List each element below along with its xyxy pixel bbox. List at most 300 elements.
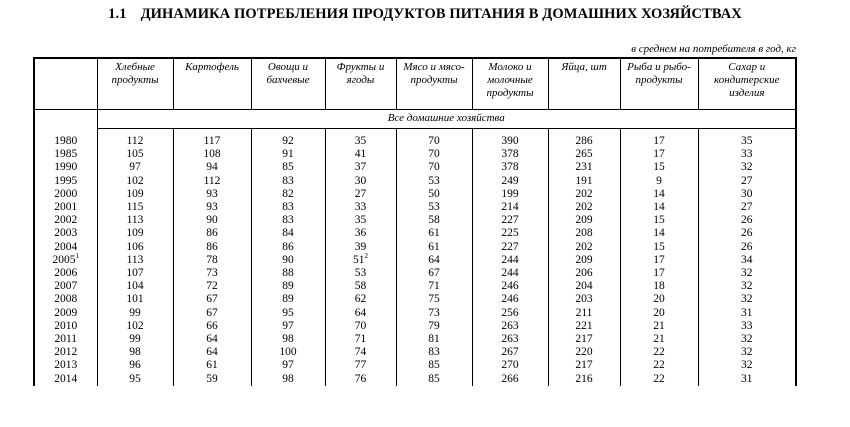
year-cell bbox=[34, 359, 97, 372]
value-cell bbox=[620, 307, 698, 320]
value-cell bbox=[173, 175, 251, 188]
value-cell bbox=[97, 267, 173, 280]
value-cell bbox=[620, 280, 698, 293]
cell-value: 214 bbox=[501, 201, 519, 214]
value-cell bbox=[325, 373, 396, 386]
cell-value: 390 bbox=[501, 135, 519, 147]
cell-value: 221 bbox=[575, 319, 593, 332]
table-row bbox=[34, 148, 796, 161]
cell-value: 83 bbox=[428, 346, 440, 359]
cell-value: 227 bbox=[501, 214, 519, 227]
cell-value: 32 bbox=[741, 161, 753, 174]
year-value: 2000 bbox=[54, 187, 78, 200]
cell-value: 208 bbox=[575, 227, 593, 240]
value-cell bbox=[173, 135, 251, 148]
value-cell bbox=[97, 293, 173, 306]
cell-value: 33 bbox=[354, 201, 367, 214]
value-cell bbox=[472, 201, 548, 214]
cell-value: 34 bbox=[741, 253, 753, 266]
year-cell bbox=[34, 161, 97, 174]
value-cell bbox=[251, 201, 325, 214]
cell-value: 100 bbox=[279, 346, 297, 359]
value-cell bbox=[97, 359, 173, 372]
cell-value: 67 bbox=[206, 293, 218, 306]
cell-value: 244 bbox=[501, 267, 519, 280]
value-cell bbox=[251, 293, 325, 306]
year-cell bbox=[34, 201, 97, 214]
cell-value: 265 bbox=[575, 148, 593, 161]
cell-value: 35 bbox=[741, 135, 753, 147]
table-row bbox=[34, 188, 796, 201]
col-header-fruits: Фрукты и ягоды bbox=[325, 58, 396, 110]
cell-value: 22 bbox=[653, 359, 665, 372]
value-cell bbox=[472, 148, 548, 161]
cell-value: 30 bbox=[354, 174, 367, 187]
table-row bbox=[34, 175, 796, 188]
value-cell bbox=[548, 214, 620, 227]
value-cell bbox=[251, 373, 325, 386]
value-cell bbox=[251, 227, 325, 240]
value-cell bbox=[97, 307, 173, 320]
value-cell bbox=[548, 359, 620, 372]
value-cell bbox=[472, 241, 548, 254]
value-cell bbox=[698, 320, 796, 333]
cell-value: 17 bbox=[653, 267, 665, 280]
table-title-text: ДИНАМИКА ПОТРЕБЛЕНИЯ ПРОДУКТОВ ПИТАНИЯ В ДОМАШНИХ ХОЗЯЙСТВАХ bbox=[140, 6, 742, 22]
cell-value: 37 bbox=[354, 161, 367, 174]
value-cell bbox=[472, 135, 548, 148]
cell-value: 91 bbox=[282, 148, 294, 161]
cell-value: 79 bbox=[428, 319, 440, 332]
value-cell bbox=[173, 227, 251, 240]
col-header-vegetables: Овощи и бахчевые bbox=[251, 58, 325, 110]
value-cell bbox=[396, 135, 472, 148]
year-cell bbox=[34, 280, 97, 293]
cell-value: 89 bbox=[282, 293, 294, 306]
col-header-sugar: Сахар и кондитерские изделия bbox=[698, 58, 796, 110]
value-cell bbox=[97, 373, 173, 386]
cell-value: 53 bbox=[428, 201, 440, 214]
value-cell bbox=[620, 175, 698, 188]
value-cell bbox=[620, 254, 698, 267]
cell-value: 209 bbox=[575, 253, 593, 266]
value-cell bbox=[698, 280, 796, 293]
cell-value: 85 bbox=[428, 372, 440, 385]
cell-value: 86 bbox=[206, 227, 218, 240]
table-row bbox=[34, 201, 796, 214]
cell-value: 217 bbox=[575, 359, 593, 372]
cell-value: 33 bbox=[741, 148, 753, 161]
cell-value: 378 bbox=[501, 148, 519, 161]
col-header-milk: Молоко и молочные продукты bbox=[472, 58, 548, 110]
cell-value: 217 bbox=[575, 333, 593, 346]
value-cell bbox=[548, 188, 620, 201]
value-cell bbox=[548, 346, 620, 359]
value-cell bbox=[472, 267, 548, 280]
cell-value: 32 bbox=[741, 359, 753, 372]
cell-value: 83 bbox=[282, 214, 294, 227]
value-cell bbox=[251, 241, 325, 254]
value-cell bbox=[620, 359, 698, 372]
value-cell bbox=[173, 373, 251, 386]
year-value: 1985 bbox=[54, 148, 78, 161]
value-cell bbox=[620, 346, 698, 359]
value-cell bbox=[472, 373, 548, 386]
cell-value: 109 bbox=[126, 227, 144, 240]
cell-value: 244 bbox=[501, 253, 519, 266]
value-cell bbox=[173, 320, 251, 333]
cell-value: 33 bbox=[741, 319, 753, 332]
cell-value: 67 bbox=[206, 306, 218, 319]
value-cell bbox=[173, 293, 251, 306]
cell-value: 113 bbox=[126, 214, 144, 227]
value-cell bbox=[396, 227, 472, 240]
value-cell bbox=[698, 227, 796, 240]
cell-value: 95 bbox=[129, 372, 141, 385]
year-value: 2004 bbox=[54, 240, 78, 253]
value-cell bbox=[548, 293, 620, 306]
cell-value: 270 bbox=[501, 359, 519, 372]
cell-value: 109 bbox=[126, 187, 144, 200]
table-row bbox=[34, 359, 796, 372]
cell-value: 191 bbox=[575, 174, 593, 187]
value-cell bbox=[698, 359, 796, 372]
cell-value: 64 bbox=[206, 333, 218, 346]
cell-value: 85 bbox=[428, 359, 440, 372]
cell-value: 67 bbox=[428, 267, 440, 280]
table-row bbox=[34, 373, 796, 386]
section-label: Все домашние хозяйства bbox=[97, 110, 796, 129]
value-cell bbox=[472, 359, 548, 372]
value-cell bbox=[325, 307, 396, 320]
value-cell bbox=[396, 188, 472, 201]
cell-value: 246 bbox=[501, 293, 519, 306]
value-cell bbox=[251, 280, 325, 293]
cell-value: 31 bbox=[741, 306, 753, 319]
cell-value: 26 bbox=[741, 214, 753, 227]
value-cell bbox=[173, 267, 251, 280]
cell-value: 93 bbox=[206, 201, 218, 214]
value-cell bbox=[396, 214, 472, 227]
cell-value: 58 bbox=[428, 214, 440, 227]
value-cell bbox=[173, 148, 251, 161]
value-cell bbox=[325, 241, 396, 254]
cell-value: 64 bbox=[428, 253, 440, 266]
value-cell bbox=[472, 161, 548, 174]
value-cell bbox=[325, 267, 396, 280]
footnote-marker: 2 bbox=[364, 252, 368, 260]
value-cell bbox=[620, 135, 698, 148]
cell-value: 102 bbox=[126, 174, 144, 187]
value-cell bbox=[97, 135, 173, 148]
cell-value: 88 bbox=[282, 267, 294, 280]
cell-value: 53 bbox=[354, 267, 367, 280]
table-row bbox=[34, 346, 796, 359]
year-value: 2006 bbox=[54, 267, 78, 280]
document-title bbox=[0, 6, 850, 23]
value-cell bbox=[396, 346, 472, 359]
year-cell bbox=[34, 227, 97, 240]
cell-value: 77 bbox=[354, 359, 367, 372]
year-value: 2014 bbox=[54, 372, 78, 385]
value-cell bbox=[251, 267, 325, 280]
cell-value: 89 bbox=[282, 280, 294, 293]
value-cell bbox=[97, 254, 173, 267]
value-cell bbox=[173, 280, 251, 293]
value-cell bbox=[325, 188, 396, 201]
value-cell bbox=[548, 201, 620, 214]
cell-value: 66 bbox=[206, 319, 218, 332]
value-cell bbox=[548, 333, 620, 346]
year-value: 2003 bbox=[54, 227, 78, 240]
cell-value: 202 bbox=[575, 187, 593, 200]
cell-value: 112 bbox=[203, 174, 221, 187]
value-cell bbox=[97, 320, 173, 333]
cell-value: 35 bbox=[354, 135, 367, 147]
year-value: 2013 bbox=[54, 359, 78, 372]
value-cell bbox=[173, 307, 251, 320]
value-cell bbox=[325, 280, 396, 293]
table-row bbox=[34, 135, 796, 148]
table-row bbox=[34, 227, 796, 240]
cell-value: 30 bbox=[741, 187, 753, 200]
value-cell bbox=[396, 333, 472, 346]
value-cell bbox=[97, 227, 173, 240]
table-row bbox=[34, 333, 796, 346]
value-cell bbox=[620, 267, 698, 280]
cell-value: 231 bbox=[575, 161, 593, 174]
cell-value: 286 bbox=[575, 135, 593, 147]
value-cell bbox=[620, 201, 698, 214]
cell-value: 58 bbox=[354, 280, 367, 293]
value-cell bbox=[548, 254, 620, 267]
year-value: 2010 bbox=[54, 319, 78, 332]
cell-value: 72 bbox=[206, 280, 218, 293]
value-cell bbox=[698, 148, 796, 161]
value-cell bbox=[396, 254, 472, 267]
cell-value: 202 bbox=[575, 201, 593, 214]
col-header-potatoes: Картофель bbox=[173, 58, 251, 110]
cell-value: 62 bbox=[354, 293, 367, 306]
value-cell bbox=[620, 227, 698, 240]
cell-value: 27 bbox=[741, 174, 753, 187]
value-cell bbox=[97, 201, 173, 214]
cell-value: 96 bbox=[129, 359, 141, 372]
value-cell bbox=[548, 241, 620, 254]
cell-value: 98 bbox=[129, 346, 141, 359]
value-cell bbox=[396, 175, 472, 188]
value-cell bbox=[173, 359, 251, 372]
value-cell bbox=[396, 161, 472, 174]
cell-value: 93 bbox=[206, 187, 218, 200]
value-cell bbox=[472, 307, 548, 320]
value-cell bbox=[251, 359, 325, 372]
cell-value: 117 bbox=[203, 135, 221, 147]
section-row bbox=[34, 110, 796, 129]
value-cell bbox=[472, 346, 548, 359]
value-cell bbox=[698, 254, 796, 267]
value-cell bbox=[698, 161, 796, 174]
cell-value: 97 bbox=[129, 161, 141, 174]
cell-value: 256 bbox=[501, 306, 519, 319]
cell-value: 14 bbox=[653, 201, 665, 214]
year-cell bbox=[34, 135, 97, 148]
value-cell bbox=[548, 148, 620, 161]
year-value: 2008 bbox=[54, 293, 78, 306]
value-cell bbox=[251, 214, 325, 227]
cell-value: 249 bbox=[501, 174, 519, 187]
cell-value: 101 bbox=[126, 293, 144, 306]
cell-value: 104 bbox=[126, 280, 144, 293]
year-value: 2007 bbox=[54, 280, 78, 293]
value-cell bbox=[325, 135, 396, 148]
value-cell bbox=[698, 267, 796, 280]
cell-value: 22 bbox=[653, 346, 665, 359]
cell-value: 9 bbox=[656, 174, 662, 187]
cell-value: 18 bbox=[653, 280, 665, 293]
value-cell bbox=[173, 201, 251, 214]
cell-value: 99 bbox=[129, 333, 141, 346]
cell-value: 73 bbox=[206, 267, 218, 280]
value-cell bbox=[548, 307, 620, 320]
value-cell bbox=[251, 148, 325, 161]
cell-value: 32 bbox=[741, 293, 753, 306]
cell-value: 94 bbox=[206, 161, 218, 174]
value-cell bbox=[325, 359, 396, 372]
value-cell bbox=[620, 293, 698, 306]
year-cell bbox=[34, 214, 97, 227]
cell-value: 50 bbox=[428, 187, 440, 200]
value-cell bbox=[251, 188, 325, 201]
cell-value: 35 bbox=[354, 214, 367, 227]
value-cell bbox=[97, 148, 173, 161]
table-row bbox=[34, 267, 796, 280]
cell-value: 15 bbox=[653, 161, 665, 174]
value-cell bbox=[396, 359, 472, 372]
cell-value: 76 bbox=[354, 372, 367, 385]
value-cell bbox=[97, 280, 173, 293]
value-cell bbox=[548, 320, 620, 333]
value-cell bbox=[173, 333, 251, 346]
cell-value: 17 bbox=[653, 148, 665, 161]
cell-value: 90 bbox=[206, 214, 218, 227]
cell-value: 70 bbox=[354, 319, 367, 332]
value-cell bbox=[325, 148, 396, 161]
value-cell bbox=[620, 373, 698, 386]
value-cell bbox=[325, 254, 396, 267]
year-cell bbox=[34, 175, 97, 188]
value-cell bbox=[548, 373, 620, 386]
cell-value: 211 bbox=[575, 306, 593, 319]
year-value: 2011 bbox=[54, 333, 78, 346]
cell-value: 108 bbox=[203, 148, 221, 161]
value-cell bbox=[548, 175, 620, 188]
table-row bbox=[34, 161, 796, 174]
cell-value: 84 bbox=[282, 227, 294, 240]
year-value: 2002 bbox=[54, 214, 78, 227]
value-cell bbox=[620, 241, 698, 254]
value-cell bbox=[325, 227, 396, 240]
value-cell bbox=[698, 188, 796, 201]
cell-value: 99 bbox=[129, 306, 141, 319]
cell-value: 83 bbox=[282, 201, 294, 214]
year-value: 1990 bbox=[54, 161, 78, 174]
col-header-meat: Мясо и мясо-продукты bbox=[396, 58, 472, 110]
value-cell bbox=[173, 161, 251, 174]
value-cell bbox=[698, 307, 796, 320]
value-cell bbox=[325, 333, 396, 346]
value-cell bbox=[325, 175, 396, 188]
value-cell bbox=[698, 175, 796, 188]
value-cell bbox=[97, 161, 173, 174]
year-cell bbox=[34, 307, 97, 320]
cell-value: 107 bbox=[126, 267, 144, 280]
cell-value: 98 bbox=[282, 333, 294, 346]
cell-value: 61 bbox=[428, 227, 440, 240]
value-cell bbox=[472, 188, 548, 201]
cell-value: 83 bbox=[282, 174, 294, 187]
year-value: 1995 bbox=[54, 174, 78, 187]
cell-value: 70 bbox=[428, 148, 440, 161]
table-row bbox=[34, 214, 796, 227]
year-cell bbox=[34, 373, 97, 386]
table-number: 1.1 bbox=[108, 6, 127, 22]
cell-value: 20 bbox=[653, 293, 665, 306]
cell-value: 15 bbox=[653, 240, 665, 253]
value-cell bbox=[472, 227, 548, 240]
cell-value: 86 bbox=[206, 240, 218, 253]
table-row bbox=[34, 254, 796, 267]
cell-value: 20 bbox=[653, 306, 665, 319]
value-cell bbox=[548, 280, 620, 293]
cell-value: 263 bbox=[501, 333, 519, 346]
cell-value: 86 bbox=[282, 240, 294, 253]
value-cell bbox=[173, 346, 251, 359]
cell-value: 267 bbox=[501, 346, 519, 359]
value-cell bbox=[97, 241, 173, 254]
cell-value: 59 bbox=[206, 372, 218, 385]
cell-value: 378 bbox=[501, 161, 519, 174]
value-cell bbox=[698, 373, 796, 386]
col-header-bread: Хлебные продукты bbox=[97, 58, 173, 110]
value-cell bbox=[698, 333, 796, 346]
cell-value: 27 bbox=[354, 187, 367, 200]
cell-value: 70 bbox=[428, 161, 440, 174]
table-row bbox=[34, 320, 796, 333]
cell-value: 98 bbox=[282, 372, 294, 385]
section-year-cell bbox=[34, 110, 97, 129]
value-cell bbox=[620, 320, 698, 333]
cell-value: 202 bbox=[575, 240, 593, 253]
cell-value: 17 bbox=[653, 253, 665, 266]
value-cell bbox=[548, 135, 620, 148]
cell-value: 26 bbox=[741, 240, 753, 253]
cell-value: 113 bbox=[126, 253, 144, 266]
cell-value: 82 bbox=[282, 187, 294, 200]
cell-value: 95 bbox=[282, 306, 294, 319]
value-cell bbox=[97, 333, 173, 346]
cell-value: 41 bbox=[354, 148, 367, 161]
cell-value: 15 bbox=[653, 214, 665, 227]
value-cell bbox=[548, 267, 620, 280]
cell-value: 227 bbox=[501, 240, 519, 253]
value-cell bbox=[698, 214, 796, 227]
footnote-marker: 1 bbox=[75, 252, 79, 260]
cell-value: 61 bbox=[428, 240, 440, 253]
cell-value: 112 bbox=[126, 135, 144, 147]
consumption-table bbox=[33, 57, 797, 386]
value-cell bbox=[251, 333, 325, 346]
